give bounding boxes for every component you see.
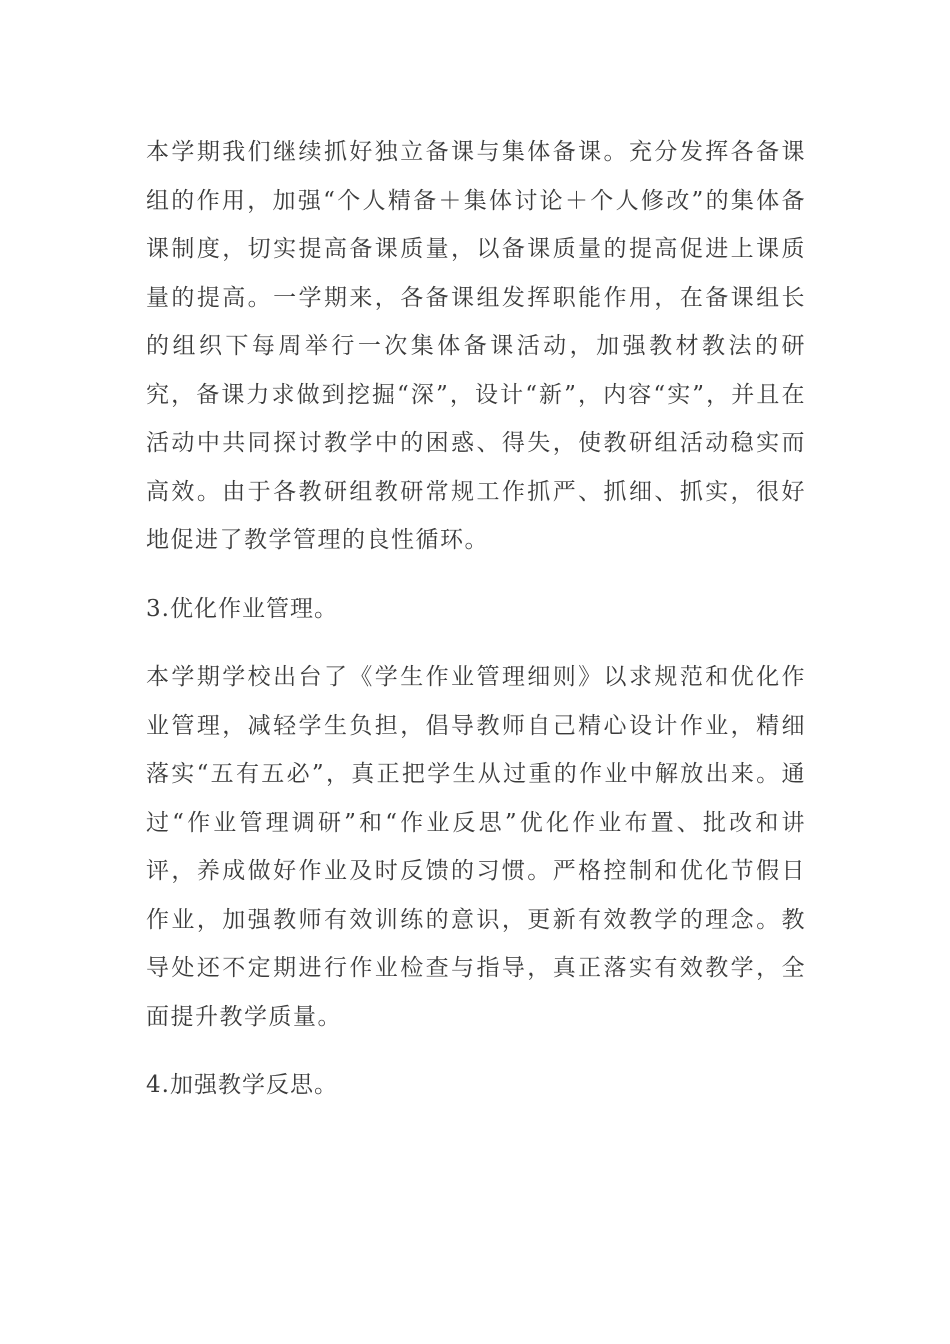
document-body — [146, 128, 806, 1110]
paragraph-homework-management: 本学期学校出台了《学生作业管理细则》以求规范和优化作业管理，减轻学生负担，倡导教师自己精心设计作业，精细落实“五有五必”，真正把学生从过重的作业中解放出来。通过“作业管理调研”和“作业反思”优化作业布置、批改和讲评，养成做好作业及时反馈的习惯。严格控制和优化节假日作业，加强教师有效训练的意识，更新有效教学的理念。教导处还不定期进行作业检查与指导，真正落实有效教学，全面提升教学质量。 — [146, 664, 806, 1030]
section-heading-teaching-reflection: 4.加强教学反思。 — [146, 1072, 338, 1098]
paragraph-lesson-preparation: 本学期我们继续抓好独立备课与集体备课。充分发挥各备课组的作用，加强“个人精备＋集体讨论＋个人修改”的集体备课制度，切实提高备课质量，以备课质量的提高促进上课质量的提高。一学期来，各备课组发挥职能作用，在备课组长的组织下每周举行一次集体备课活动，加强教材教法的研究，备课力求做到挖掘“深”，设计“新”，内容“实”，并且在活动中共同探讨教学中的困惑、得失，使教研组活动稳实而高效。由于各教研组教研常规工作抓严、抓细、抓实，很好地促进了教学管理的良性循环。 — [146, 139, 806, 553]
section-heading-homework-management: 3.优化作业管理。 — [146, 595, 338, 622]
